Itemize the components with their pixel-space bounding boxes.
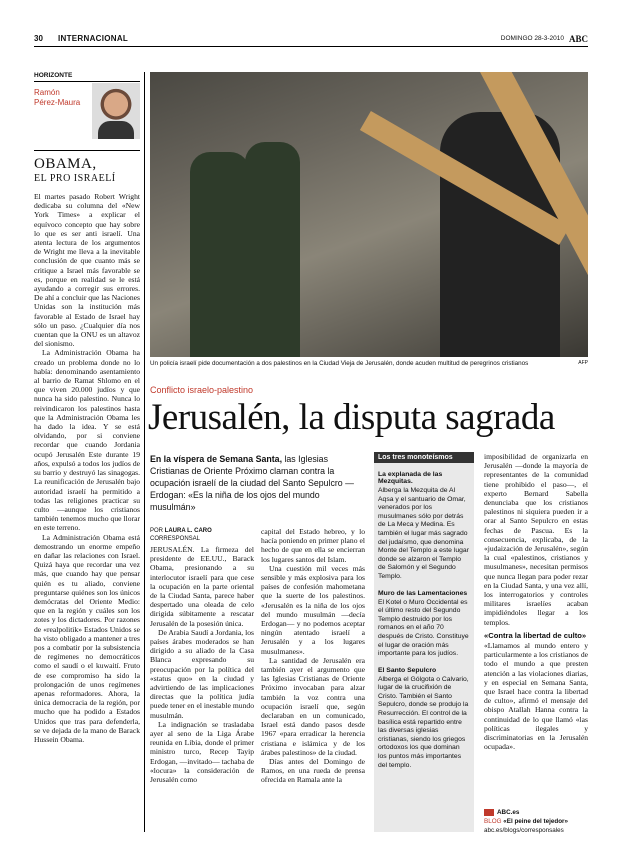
- opinion-paragraph: El martes pasado Robert Wright dedicaba su columna del «New York Times» a explicar el equívoco concepto que hay sobre lo que es ser anti israelí. Una atenta lectura de los argumentos de Wright me lleva a la inevitable conclusión de que cuanto más se critique a Israel más favorable se es, porque en realidad se le está ayudando a corregir sus errores. De ahí a concluir que las Naciones Unidas son la institución más favorable al Estado de Israel hay sólo un paso. ¿Cualquier día nos cuentan que la ONU es un altavoz del sionismo.: [34, 192, 140, 349]
- article-paragraph: Días antes del Domingo de Ramos, en una rueda de prensa ofrecida en Ramala ante la: [261, 757, 365, 785]
- article-paragraph: Una cuestión mil veces más sensible y más explosiva para los países de confesión mahometana que la suerte de los palestinos. «Jerusalén es la niña de los ojos del mundo musulmán —decía Erdogan— y no podemos aceptar ningún atentado israelí a Jerusalén y a los lugares musulmanes».: [261, 563, 365, 656]
- issue-date: DOMINGO 28-3-2010: [500, 35, 564, 42]
- article-headline: Jerusalén, la disputa sagrada: [148, 397, 555, 438]
- article-column-2: [261, 527, 365, 785]
- opinion-paragraph: La Administración Obama está demostrando un enorme empeño en dañar las relaciones con Israel. Quizá haya que recordar una vez más, que cuando hay que pensar quién es tu aliado, conviene preguntarse quiénes son los únicos demócratas del Oriente Medio: que en la región y cuáles son los zotes y los dictadores. Por razones de «realpolitik» Estados Unidos se ha visto obligado a mantener a tres pos a combatir por la subsistencia de regímenes no democráticos como el saudí o el kuwaití. Fruto de ese compromiso ha sido la prolongación de unos regímenes apenas reformadores. Ahora, la única democracia de la región, por mucho que ha podido a Estados Unidos que tras para defenderla, se ve dejada de la mano de Barack Hussein Obama.: [34, 532, 140, 744]
- byline-role: CORRESPONSAL: [150, 536, 201, 542]
- article-paragraph: La indignación se trasladaba ayer al seno de la Liga Árabe reunida en Libia, donde el primer ministro turco, Recep Tayip Erdogan, —invitado— tachaba de «locura» la consideración de Jerusalén como: [150, 719, 254, 785]
- article-deck: [150, 453, 365, 513]
- blog-url[interactable]: abc.es/blogs/corresponsales: [484, 827, 564, 834]
- opinion-title-line1: OBAMA,: [34, 156, 97, 172]
- deck-bold: En la víspera de Semana Santa,: [150, 454, 283, 464]
- news-photo: [150, 72, 588, 357]
- sidebar-text: El Kotel o Muro Occidental es el último resto del Segundo Templo destruido por los romanos en el año 70 después de Cristo. Constituye el lugar de oración más importante para los judíos.: [378, 598, 469, 658]
- photo-credit: AFP: [578, 360, 588, 366]
- photo-caption: [150, 360, 588, 367]
- opinion-body: [34, 192, 140, 744]
- column-divider: [144, 72, 145, 832]
- caption-text: Un policía israelí pide documentación a dos palestinos en la Ciudad Vieja de Jerusalén, donde acuden multitud de peregrinos cristianos: [150, 360, 529, 367]
- blog-label: BLOG: [484, 818, 502, 825]
- article-byline: [150, 527, 212, 543]
- sidebar-heading: El Santo Sepulcro: [378, 666, 437, 674]
- article-paragraph: De Arabia Saudí a Jordania, los países árabes moderados se han dirigido a su aliado de la Casa Blanca expresando su preocupación por la política del «status quo» en la ciudad y advirtiendo de las implicaciones directas que la política judía puede tener en el inestable mundo musulmán.: [150, 627, 254, 720]
- page-header: [34, 34, 588, 46]
- byline-prefix: POR: [150, 528, 165, 534]
- sidebar-title: Los tres monoteísmos: [374, 452, 474, 463]
- blog-promo: [484, 808, 588, 835]
- page-number: 30: [34, 34, 43, 43]
- article-paragraph: «Llamamos al mundo entero y particularmente a los cristianos de todo el mundo a que presten atención a las violaciones diarias, y en especial en Semana Santa, que Israel hace contra la libertad de culto», afirmó el mensaje del obispo Atallah Hanna contra la continuidad de lo que llamó «las políticas ilegales y discriminatorias en la Jerusalén ocupada».: [484, 641, 588, 752]
- section-name: INTERNACIONAL: [58, 34, 129, 43]
- sidebar-text: Alberga la Mezquita de Al Aqsa y el santuario de Omar, venerados por los musulmanes sólo por detrás de La Meca y Medina. Es también el lugar más sagrado del judaísmo, que denomina Monte del Templo a este lugar donde se alzaron el Templo de Salomón y el Segundo Templo.: [378, 487, 469, 580]
- opinion-column: [34, 72, 140, 744]
- blog-title: «El peine del tejedor»: [503, 818, 568, 825]
- opinion-title-line2: EL PRO ISRAELÍ: [34, 173, 116, 184]
- abc-es-icon: [484, 809, 494, 816]
- sidebar-box: [374, 452, 474, 832]
- newspaper-logo: ABC: [568, 34, 588, 44]
- article-paragraph: La santidad de Jerusalén era también ayer el argumento que las Iglesias Cristianas de Oriente Próximo invocaban para alzar también la voz contra una ocupación israelí que, según declaraban en un comunicado, Israel está dando pasos desde 1967 «para erradicar la herencia cristiana e islámica y de los árabes palestinos» de la ciudad.: [261, 655, 365, 757]
- sidebar-text: Alberga el Gólgota o Calvario, lugar de la crucifixión de Cristo. También el Santo Sepulcro, donde se produjo la Resurrección. El control de la basílica está repartido entre las diversas iglesias cristianas, siendo los griegos ortodoxos los que dominan los puntos más importantes del templo.: [378, 675, 469, 769]
- column-label: HORIZONTE: [34, 72, 140, 82]
- sidebar-heading: La explanada de las Mezquitas.: [378, 471, 443, 485]
- article-column-1: [150, 545, 254, 784]
- article-paragraph: JERUSALÉN. La firmeza del presidente de EE.UU., Barack Obama, presionando a su interlocutor israelí para que cese la ocupación en la parte oriental de la Ciudad Santa, parece haber despertado una oleada de celo dirigida súbitamente a rescatar Jerusalén de la posesión única.: [150, 545, 254, 628]
- article-kicker: Conflicto israelo-palestino: [150, 385, 254, 395]
- deck-rest: las Iglesias Cristianas de Oriente Próximo claman contra la ocupación israelí de la ciudad del Santo Sepulcro — Erdogan: «Es la niña de los ojos del mundo musulmán»: [150, 454, 354, 512]
- opinion-title: [34, 150, 140, 184]
- byline-name: LAURA L. CARO: [164, 528, 212, 534]
- column-author: Ramón Pérez-Maura: [34, 88, 81, 107]
- article-paragraph: capital del Estado hebreo, y lo hacía poniendo en primer plano el hecho de que en ella se encierran los lugares santos del Islam.: [261, 527, 365, 564]
- article-paragraph: imposibilidad de organizarla en Jerusalén —donde la mayoría de representantes de la comunidad tiene prohibido el paso—, el experto Bernard Sabella denunciaba que los cristianos palestinos ni siquiera pueden ir a orar al Santo Sepulcro en estas fechas de Pascua. Es la consecuencia, explicaba, de la «judaización de Jerusalén», según la cual «palestinos, cristianos y musulmanes», necesitan permisos que nunca llegan para poder rezar en la Ciudad Santa, y una vez allí, los interrogatorios y controles militares israelíes acaban impidiéndoles llegar a los templos.: [484, 452, 588, 627]
- header-rule: [34, 46, 588, 47]
- article-column-3: [484, 452, 588, 752]
- article-subhead: «Contra la libertad de culto»: [484, 630, 587, 640]
- blog-site: ABC.es: [497, 809, 520, 816]
- author-portrait: [92, 83, 140, 139]
- sidebar-heading: Muro de las Lamentaciones: [378, 589, 468, 597]
- opinion-paragraph: La Administración Obama ha creado un problema donde no lo había: denominando asentamiento al barrio de Ramat Shlomo en el que viven 20.000 judíos y que nunca ha sido palestino. Nunca lo reivindicaron los palestinos hasta que la Administración Obama les ha dado la idea. Y se está olvidando, por si conviene recordar que cuando Jordania ocupó Jerusalén Este durante 19 años, expulsó a todos los judíos de su barrio y destruyó las sinagogas. La reunificación de Jerusalén bajo autoridad israelí ha permitido a todas las religiones practicar su culto —aunque los cristianos también tenemos mucho que llorar en este terreno.: [34, 348, 140, 533]
